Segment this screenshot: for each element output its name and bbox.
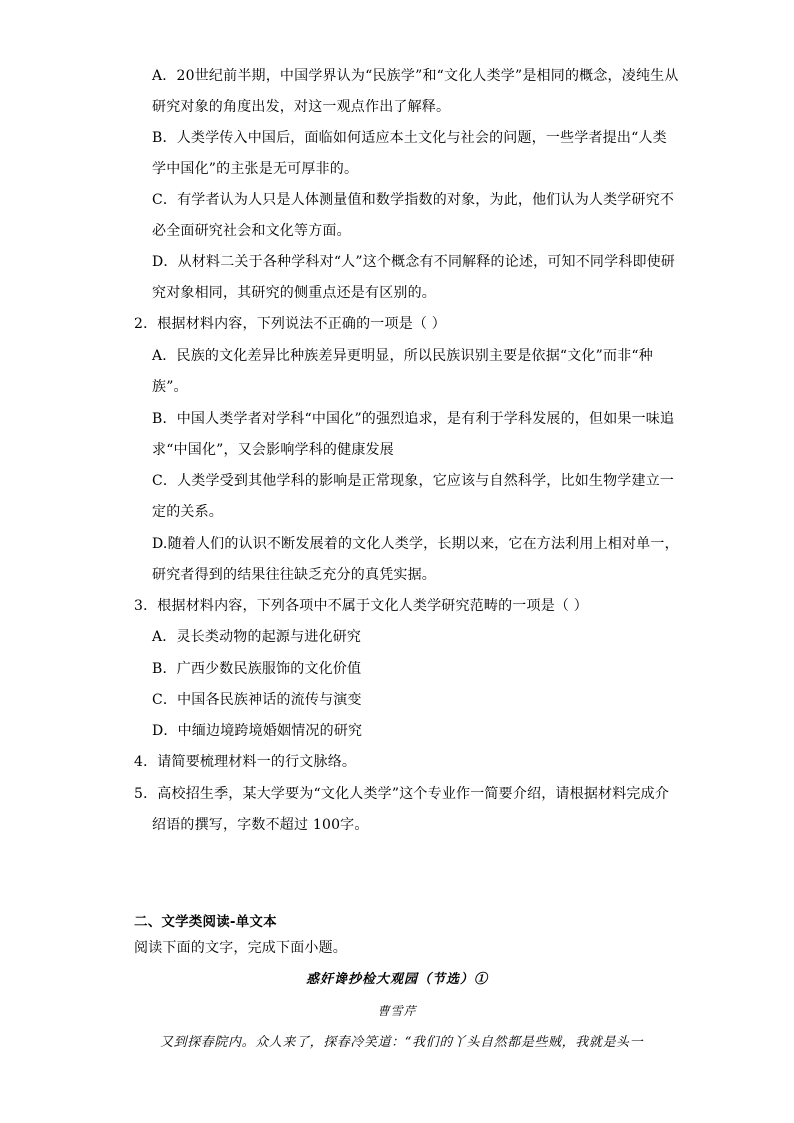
q2-stem: 2．根据材料内容，下列说法不正确的一项是（ ） (134, 316, 446, 332)
q5-stem-line1: 5．高校招生季，某大学要为“文化人类学”这个专业作一简要介绍，请根据材料完成介 (134, 786, 670, 802)
q2-option-a-line2: 族”。 (152, 379, 188, 395)
q2-option-d-line1: D.随着人们的认识不断发展着的文化人类学，长期以来，它在方法利用上相对单一， (152, 536, 679, 552)
q4-stem: 4．请简要梳理材料一的行文脉络。 (134, 754, 357, 770)
passage-title: 惑奸谗抄检大观园（节选）① (305, 972, 488, 987)
q1-option-b-line2: 学中国化”的主张是无可厚非的。 (152, 161, 359, 177)
passage-line1: 又到探春院内。众人来了，探春冷笑道：“我们的丫头自然都是些贼，我就是头一 (160, 1035, 644, 1050)
q1-option-c-line2: 必全面研究社会和文化等方面。 (152, 223, 351, 239)
q2-option-a-line1: A．民族的文化差异比种族差异更明显，所以民族识别主要是依据“文化”而非“种 (152, 348, 653, 364)
q1-option-a-line1: A．20世纪前半期，中国学界认为“民族学”和“文化人类学”是相同的概念，凌纯生从 (152, 68, 679, 84)
q2-option-b-line2: 求“中国化”，又会影响学科的健康发展 (152, 442, 394, 458)
section-instruction: 阅读下面的文字，完成下面小题。 (134, 940, 347, 956)
q5-stem-line2: 绍语的撰写，字数不超过 100字。 (152, 817, 369, 833)
q2-option-c-line1: C．人类学受到其他学科的影响是正常现象，它应该与自然科学，比如生物学建立一 (152, 473, 675, 489)
q1-option-d-line1: D．从材料二关于各种学科对“人”这个概念有不同解释的论述，可知不同学科即使研 (152, 254, 676, 270)
q2-option-d-line2: 研究者得到的结果往往缺乏充分的真凭实据。 (152, 567, 436, 583)
q2-option-c-line2: 定的关系。 (152, 504, 223, 520)
q1-option-b-line1: B．人类学传入中国后，面临如何适应本土文化与社会的问题，一些学者提出“人类 (152, 130, 667, 146)
section-heading: 二、文学类阅读-单文本 (134, 914, 277, 930)
q3-option-b: B．广西少数民族服饰的文化价值 (152, 661, 362, 677)
q1-option-a-line2: 研究对象的角度出发，对这一观点作出了解释。 (152, 99, 451, 115)
q1-option-d-line2: 究对象相同，其研究的侧重点还是有区别的。 (152, 285, 436, 301)
q3-stem: 3．根据材料内容，下列各项中不属于文化人类学研究范畴的一项是（ ） (134, 598, 588, 614)
passage-author: 曹雪芹 (377, 1004, 417, 1018)
q3-option-c: C．中国各民族神话的流传与演变 (152, 692, 362, 708)
q3-option-a: A．灵长类动物的起源与进化研究 (152, 629, 362, 645)
q1-option-c-line1: C．有学者认为人只是人体测量值和数学指数的对象，为此，他们认为人类学研究不 (152, 192, 675, 208)
q3-option-d: D．中缅边境跨境婚姻情况的研究 (152, 723, 363, 739)
q2-option-b-line1: B．中国人类学者对学科“中国化”的强烈追求，是有利于学科发展的，但如果一味追 (152, 411, 675, 427)
